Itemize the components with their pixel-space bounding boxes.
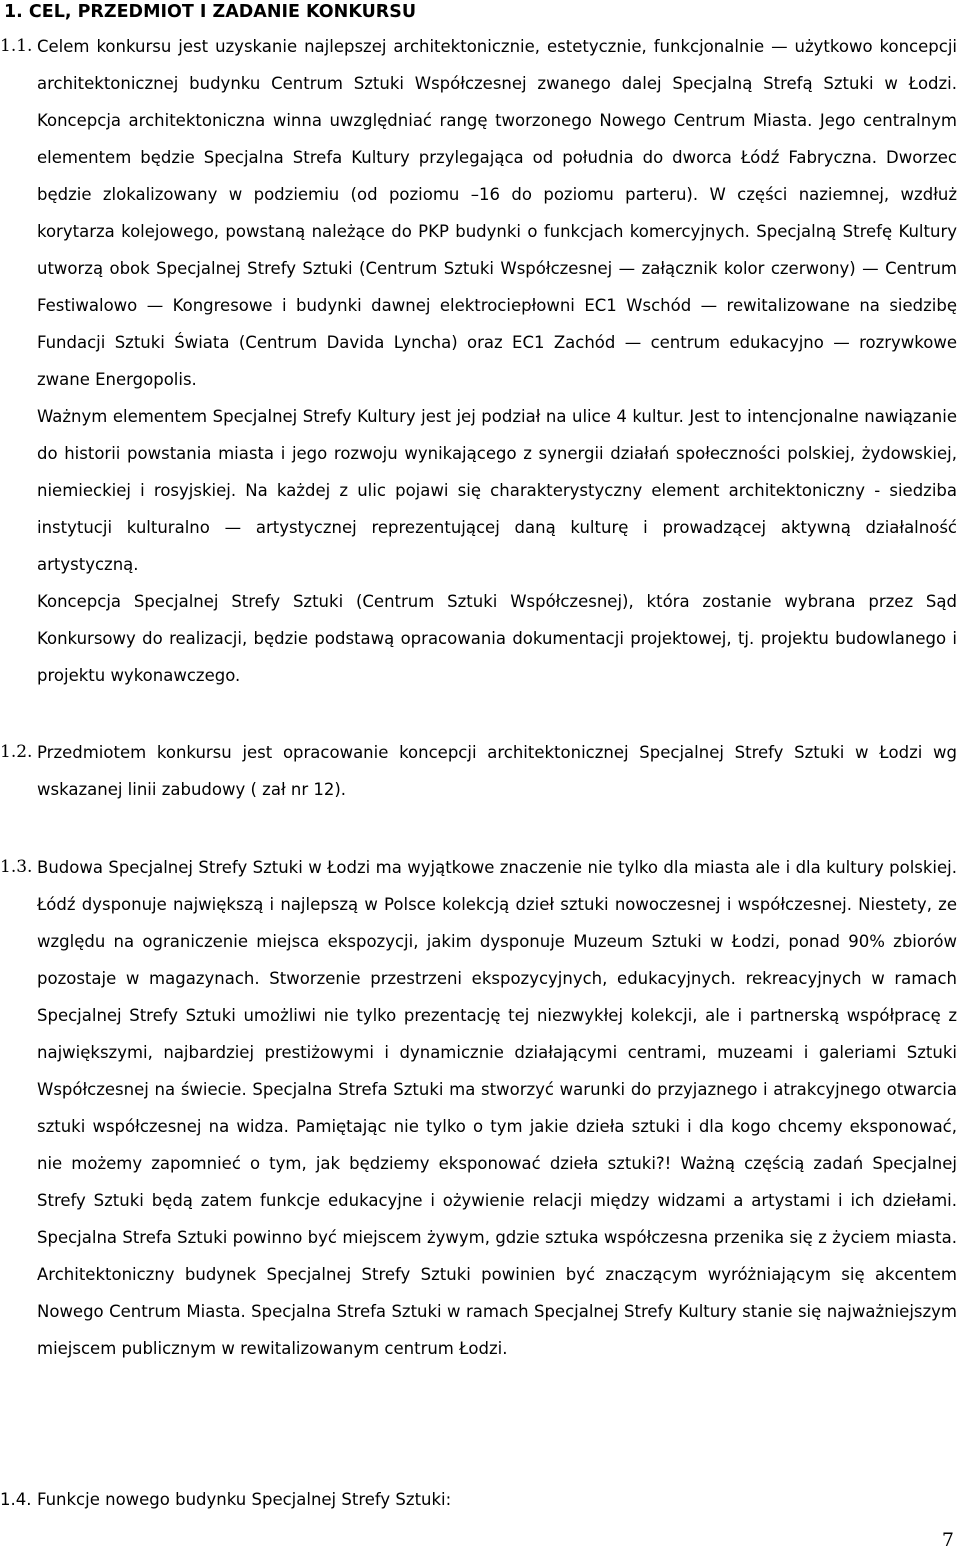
section-heading: 1. CEL, PRZEDMIOT I ZADANIE KONKURSU	[4, 2, 417, 22]
page-number: 7	[941, 1529, 954, 1551]
section-number: 1.3.	[0, 857, 33, 877]
section-1-3	[0, 849, 957, 1367]
section-number: 1.4.	[0, 1490, 32, 1509]
paragraph: Funkcje nowego budynku Specjalnej Strefy Sztuki:	[37, 1490, 452, 1509]
section-number: 1.2.	[0, 742, 33, 762]
paragraph: Budowa Specjalnej Strefy Sztuki w Łodzi ma wyjątkowe znaczenie nie tylko dla miasta ale i dla kultury polskiej. Łódź dysponuje największą i najlepszą w Polsce kolekcją dzieł sztuki nowoczesnej i współczesnej. Niestety, ze względu na ograniczenie miejsca ekspozycji, jakim dysponuje Muzeum Sztuki w Łodzi, ponad 90% zbiorów pozostaje w magazynach. Stworzenie przestrzeni ekspozycyjnych, edukacyjnych. rekreacyjnych w ramach Specjalnej Strefy Sztuki umożliwi nie tylko prezentację tej niezwykłej kolekcji, ale i partnerską współpracę z największymi, najbardziej prestiżowymi i dynamicznie działającymi centrami, muzeami i galeriami Sztuki Współczesnej na świecie. Specjalna Strefa Sztuki ma stworzyć warunki do przyjaznego i atrakcyjnego otwarcia sztuki współczesnej na widza. Pamiętając nie tylko o tym jakie dzieła sztuki i dla kogo chcemy eksponować, nie możemy zapomnieć o tym, jak będziemy eksponować dzieła sztuki?! Ważną częścią zadań Specjalnej Strefy Sztuki będą zatem funkcje edukacyjne i ożywienie relacji między widzami a artystami i ich dziełami. Specjalna Strefa Sztuki powinno być miejscem żywym, gdzie sztuka współczesna przenika się z życiem miasta. Architektoniczny budynek Specjalnej Strefy Sztuki powinien być znaczącym wyróżniającym się akcentem Nowego Centrum Miasta. Specjalna Strefa Sztuki w ramach Specjalnej Strefy Kultury stanie się najważniejszym miejscem publicznym w rewitalizowanym centrum Łodzi.	[37, 858, 957, 1358]
paragraph: Celem konkursu jest uzyskanie najlepszej architektonicznie, estetycznie, funkcjonalnie — użytkowo koncepcji architektonicznej budynku Centrum Sztuki Współczesnej zwanego dalej Specjalną Strefą Sztuki w Łodzi. Koncepcja architektoniczna winna uwzględniać rangę tworzonego Nowego Centrum Miasta. Jego centralnym elementem będzie Specjalna Strefa Kultury przylegająca od południa do dworca Łódź Fabryczna. Dworzec będzie zlokalizowany w podziemiu (od poziomu –16 do poziomu parteru). W części naziemnej, wzdłuż korytarza kolejowego, powstaną należące do PKP budynki o funkcjach komercyjnych. Specjalną Strefę Kultury utworzą obok Specjalnej Strefy Sztuki (Centrum Sztuki Współczesnej — załącznik kolor czerwony) — Centrum Festiwalowo — Kongresowe i budynki dawnej elektrociepłowni EC1 Wschód — rewitalizowane na siedzibę Fundacji Sztuki Świata (Centrum Davida Lyncha) oraz EC1 Zachód — centrum edukacyjno — rozrywkowe zwane Energopolis.	[37, 37, 957, 389]
paragraph: Przedmiotem konkursu jest opracowanie koncepcji architektonicznej Specjalnej Strefy Sztuki w Łodzi wg wskazanej linii zabudowy ( zał nr 12).	[37, 743, 957, 799]
section-1-4	[0, 1481, 957, 1518]
section-number: 1.1.	[0, 36, 33, 56]
section-1-2	[0, 734, 957, 808]
paragraph: Ważnym elementem Specjalnej Strefy Kultury jest jej podział na ulice 4 kultur. Jest to intencjonalne nawiązanie do historii powstania miasta i jego rozwoju wynikającego z synergii działań społeczności polskiej, żydowskiej, niemieckiej i rosyjskiej. Na każdej z ulic pojawi się charakterystyczny element architektoniczny - siedziba instytucji kulturalno — artystycznej reprezentującej daną kulturę i prowadzącej aktywną działalność artystyczną.	[37, 407, 957, 574]
paragraph: Koncepcja Specjalnej Strefy Sztuki (Centrum Sztuki Współczesnej), która zostanie wybrana przez Sąd Konkursowy do realizacji, będzie podstawą opracowania dokumentacji projektowej, tj. projektu budowlanego i projektu wykonawczego.	[37, 592, 957, 685]
section-1-1	[0, 28, 957, 694]
